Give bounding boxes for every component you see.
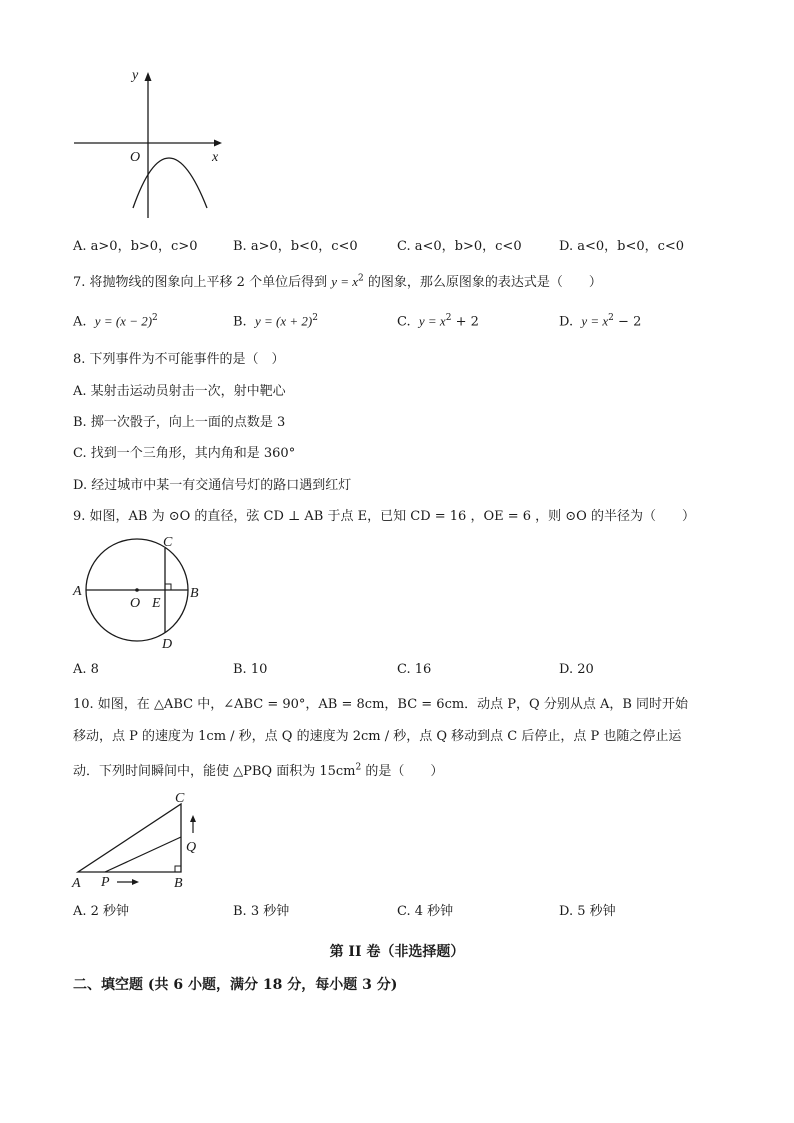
q8-option-b: B. 掷一次骰子，向上一面的点数是 3 [73,415,286,430]
q8-option-a: A. 某射击运动员射击一次，射中靶心 [73,384,286,399]
q9-option-a: A. 8 [73,662,99,677]
q7-option-d [559,313,641,329]
q6-option-a: A. a>0，b>0，c>0 [73,239,198,254]
q7-option-d-sup: 2 [608,313,614,323]
q9-stem: 9. 如图，AB 为 ⊙O 的直径，弦 CD ⊥ AB 于点 E，已知 CD = 16 ，OE = 6 ，则 ⊙O 的半径为（ ） [73,509,695,524]
q10-option-d: D. 5 秒钟 [559,904,616,919]
q7-stem-sup: 2 [358,273,364,284]
circle-label-a: A [73,584,82,599]
right-angle-mark [165,584,171,590]
q7-stem-prefix: 7. 将抛物线的图象向上平移 2 个单位后得到 [73,275,332,290]
arrow-p-head [132,879,139,885]
q7-option-d-formula: y = x [581,313,609,329]
parabola-curve [133,158,207,208]
q6-option-b: B. a>0，b<0，c<0 [233,239,358,254]
q8-stem: 8. 下列事件为不可能事件的是（ ） [73,352,285,367]
q8-option-d: D. 经过城市中某一有交通信号灯的路口遇到红灯 [73,478,352,493]
section2-heading: 二、填空题 (共 6 小题，满分 18 分，每小题 3 分) [73,977,398,993]
q7-option-d-label: D. [559,314,574,330]
section2-title: 第 II 卷（非选择题） [329,944,465,960]
graph-label-y: y [132,68,139,83]
segment-pq [105,837,181,872]
circle-label-o: O [130,596,141,611]
arrow-q-head [190,815,196,822]
q10-option-b: B. 3 秒钟 [233,904,290,919]
q7-option-c [397,313,479,329]
q6-option-d: D. a<0，b<0，c<0 [559,239,685,254]
q10-line3-prefix: 动．下列时间瞬间中，能使 △PBQ 面积为 15cm [73,764,356,779]
q7-option-c-formula: y = x [418,313,446,329]
q7-option-b-sup: 2 [312,313,318,323]
q7-option-b-formula: y = (x + 2) [254,313,313,329]
q7-option-a-label: A. [73,314,87,330]
q10-line1: 10. 如图，在 △ABC 中，∠ABC = 90°，AB = 8cm，BC = 6cm．动点 P，Q 分别从点 A，B 同时开始 [73,697,689,712]
q10-line3 [73,760,443,779]
q7-option-a [73,313,158,329]
tri-label-p: P [101,875,110,890]
circle-label-c: C [163,535,173,550]
circle-label-d: D [162,637,173,652]
q10-option-a: A. 2 秒钟 [73,904,130,919]
q9-option-c: C. 16 [397,662,432,677]
tri-label-b: B [174,876,183,891]
tri-label-c: C [175,791,185,806]
q7-option-c-tail: + 2 [451,314,479,330]
circle-label-e: E [152,596,161,611]
q7-option-b [233,313,318,329]
circle-o [86,539,188,641]
q7-option-d-tail: − 2 [613,314,642,330]
q9-option-b: B. 10 [233,662,268,677]
q7-stem-formula: y = x [331,274,359,289]
q6-option-c: C. a<0，b>0，c<0 [397,239,522,254]
x-axis-arrow [214,140,222,147]
q10-line3-suffix: 的是（ ） [361,764,444,779]
triangle-abc [78,804,181,872]
q10-line3-sup: 2 [355,762,362,773]
q7-stem-suffix: 的图象，那么原图象的表达式是（ ） [363,275,602,290]
q7-option-a-formula: y = (x − 2) [94,313,153,329]
q10-line2: 移动，点 P 的速度为 1cm / 秒，点 Q 的速度为 2cm / 秒，点 Q 移动到点 C 后停止，点 P 也随之停止运 [73,729,682,744]
q7-option-c-sup: 2 [445,313,452,323]
q7-stem [73,271,602,290]
q7-option-a-sup: 2 [152,313,158,323]
circle-label-b: B [190,586,199,601]
graph-label-o: O [130,150,141,165]
q7-option-b-label: B. [233,314,247,330]
y-axis-arrow [145,72,152,81]
q9-option-d: D. 20 [559,662,594,677]
tri-label-a: A [72,876,81,891]
graph-label-x: x [212,150,219,165]
right-angle-mark-b [175,866,181,872]
center-point [135,588,139,592]
q8-option-c: C. 找到一个三角形，其内角和是 360° [73,446,296,461]
q7-option-c-label: C. [397,314,411,330]
tri-label-q: Q [186,840,197,855]
q10-option-c: C. 4 秒钟 [397,904,454,919]
